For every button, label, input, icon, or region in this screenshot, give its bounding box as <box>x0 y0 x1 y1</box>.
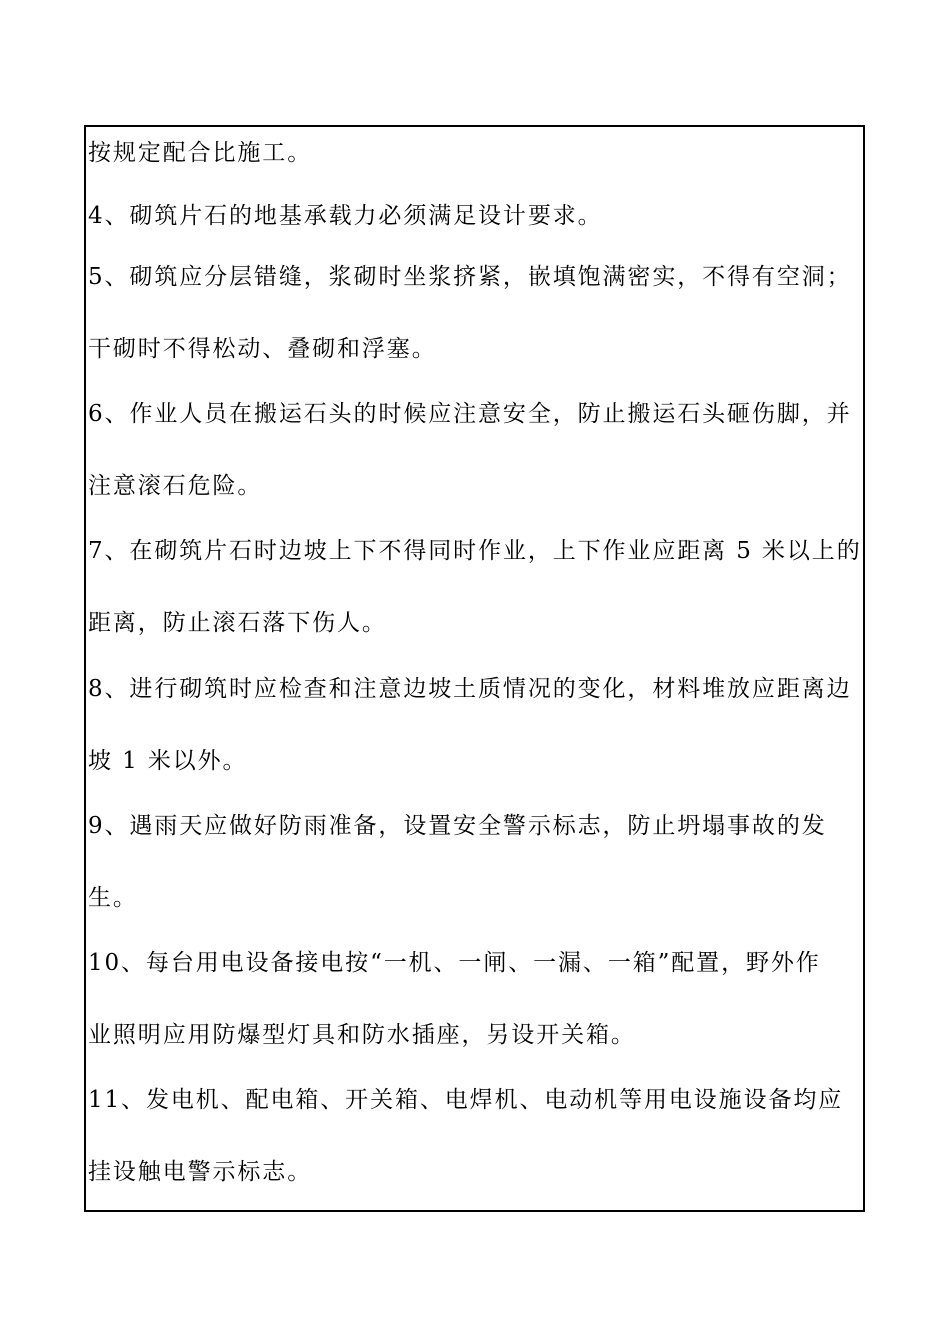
text-line-12: 生。 <box>88 885 138 911</box>
text-line-13: 10、每台用电设备接电按“一机、一闸、一漏、一箱”配置，野外作 <box>88 950 821 976</box>
text-line-14: 业照明应用防爆型灯具和防水插座，另设开关箱。 <box>88 1022 636 1048</box>
text-line-4: 干砌时不得松动、叠砌和浮塞。 <box>88 336 437 362</box>
text-line-15: 11、发电机、配电箱、开关箱、电焊机、电动机等用电设施设备均应 <box>88 1087 844 1113</box>
text-line-1: 按规定配合比施工。 <box>88 140 313 166</box>
text-line-9: 8、进行砌筑时应检查和注意边坡土质情况的变化，材料堆放应距离边 <box>88 676 852 702</box>
text-line-8: 距离，防止滚石落下伤人。 <box>88 610 387 636</box>
text-line-5: 6、作业人员在搬运石头的时候应注意安全，防止搬运石头砸伤脚，并 <box>88 401 852 427</box>
text-line-7: 7、在砌筑片石时边坡上下不得同时作业，上下作业应距离 5 米以上的 <box>88 538 862 564</box>
text-line-11: 9、遇雨天应做好防雨准备，设置安全警示标志，防止坍塌事故的发 <box>88 813 827 839</box>
text-line-3: 5、砌筑应分层错缝，浆砌时坐浆挤紧，嵌填饱满密实，不得有空洞； <box>88 264 852 290</box>
text-line-10: 坡 1 米以外。 <box>88 748 248 774</box>
text-line-2: 4、砌筑片石的地基承载力必须满足设计要求。 <box>88 203 603 229</box>
text-line-16: 挂设触电警示标志。 <box>88 1159 313 1185</box>
document-table-cell <box>84 125 865 1212</box>
text-line-6: 注意滚石危险。 <box>88 473 263 499</box>
